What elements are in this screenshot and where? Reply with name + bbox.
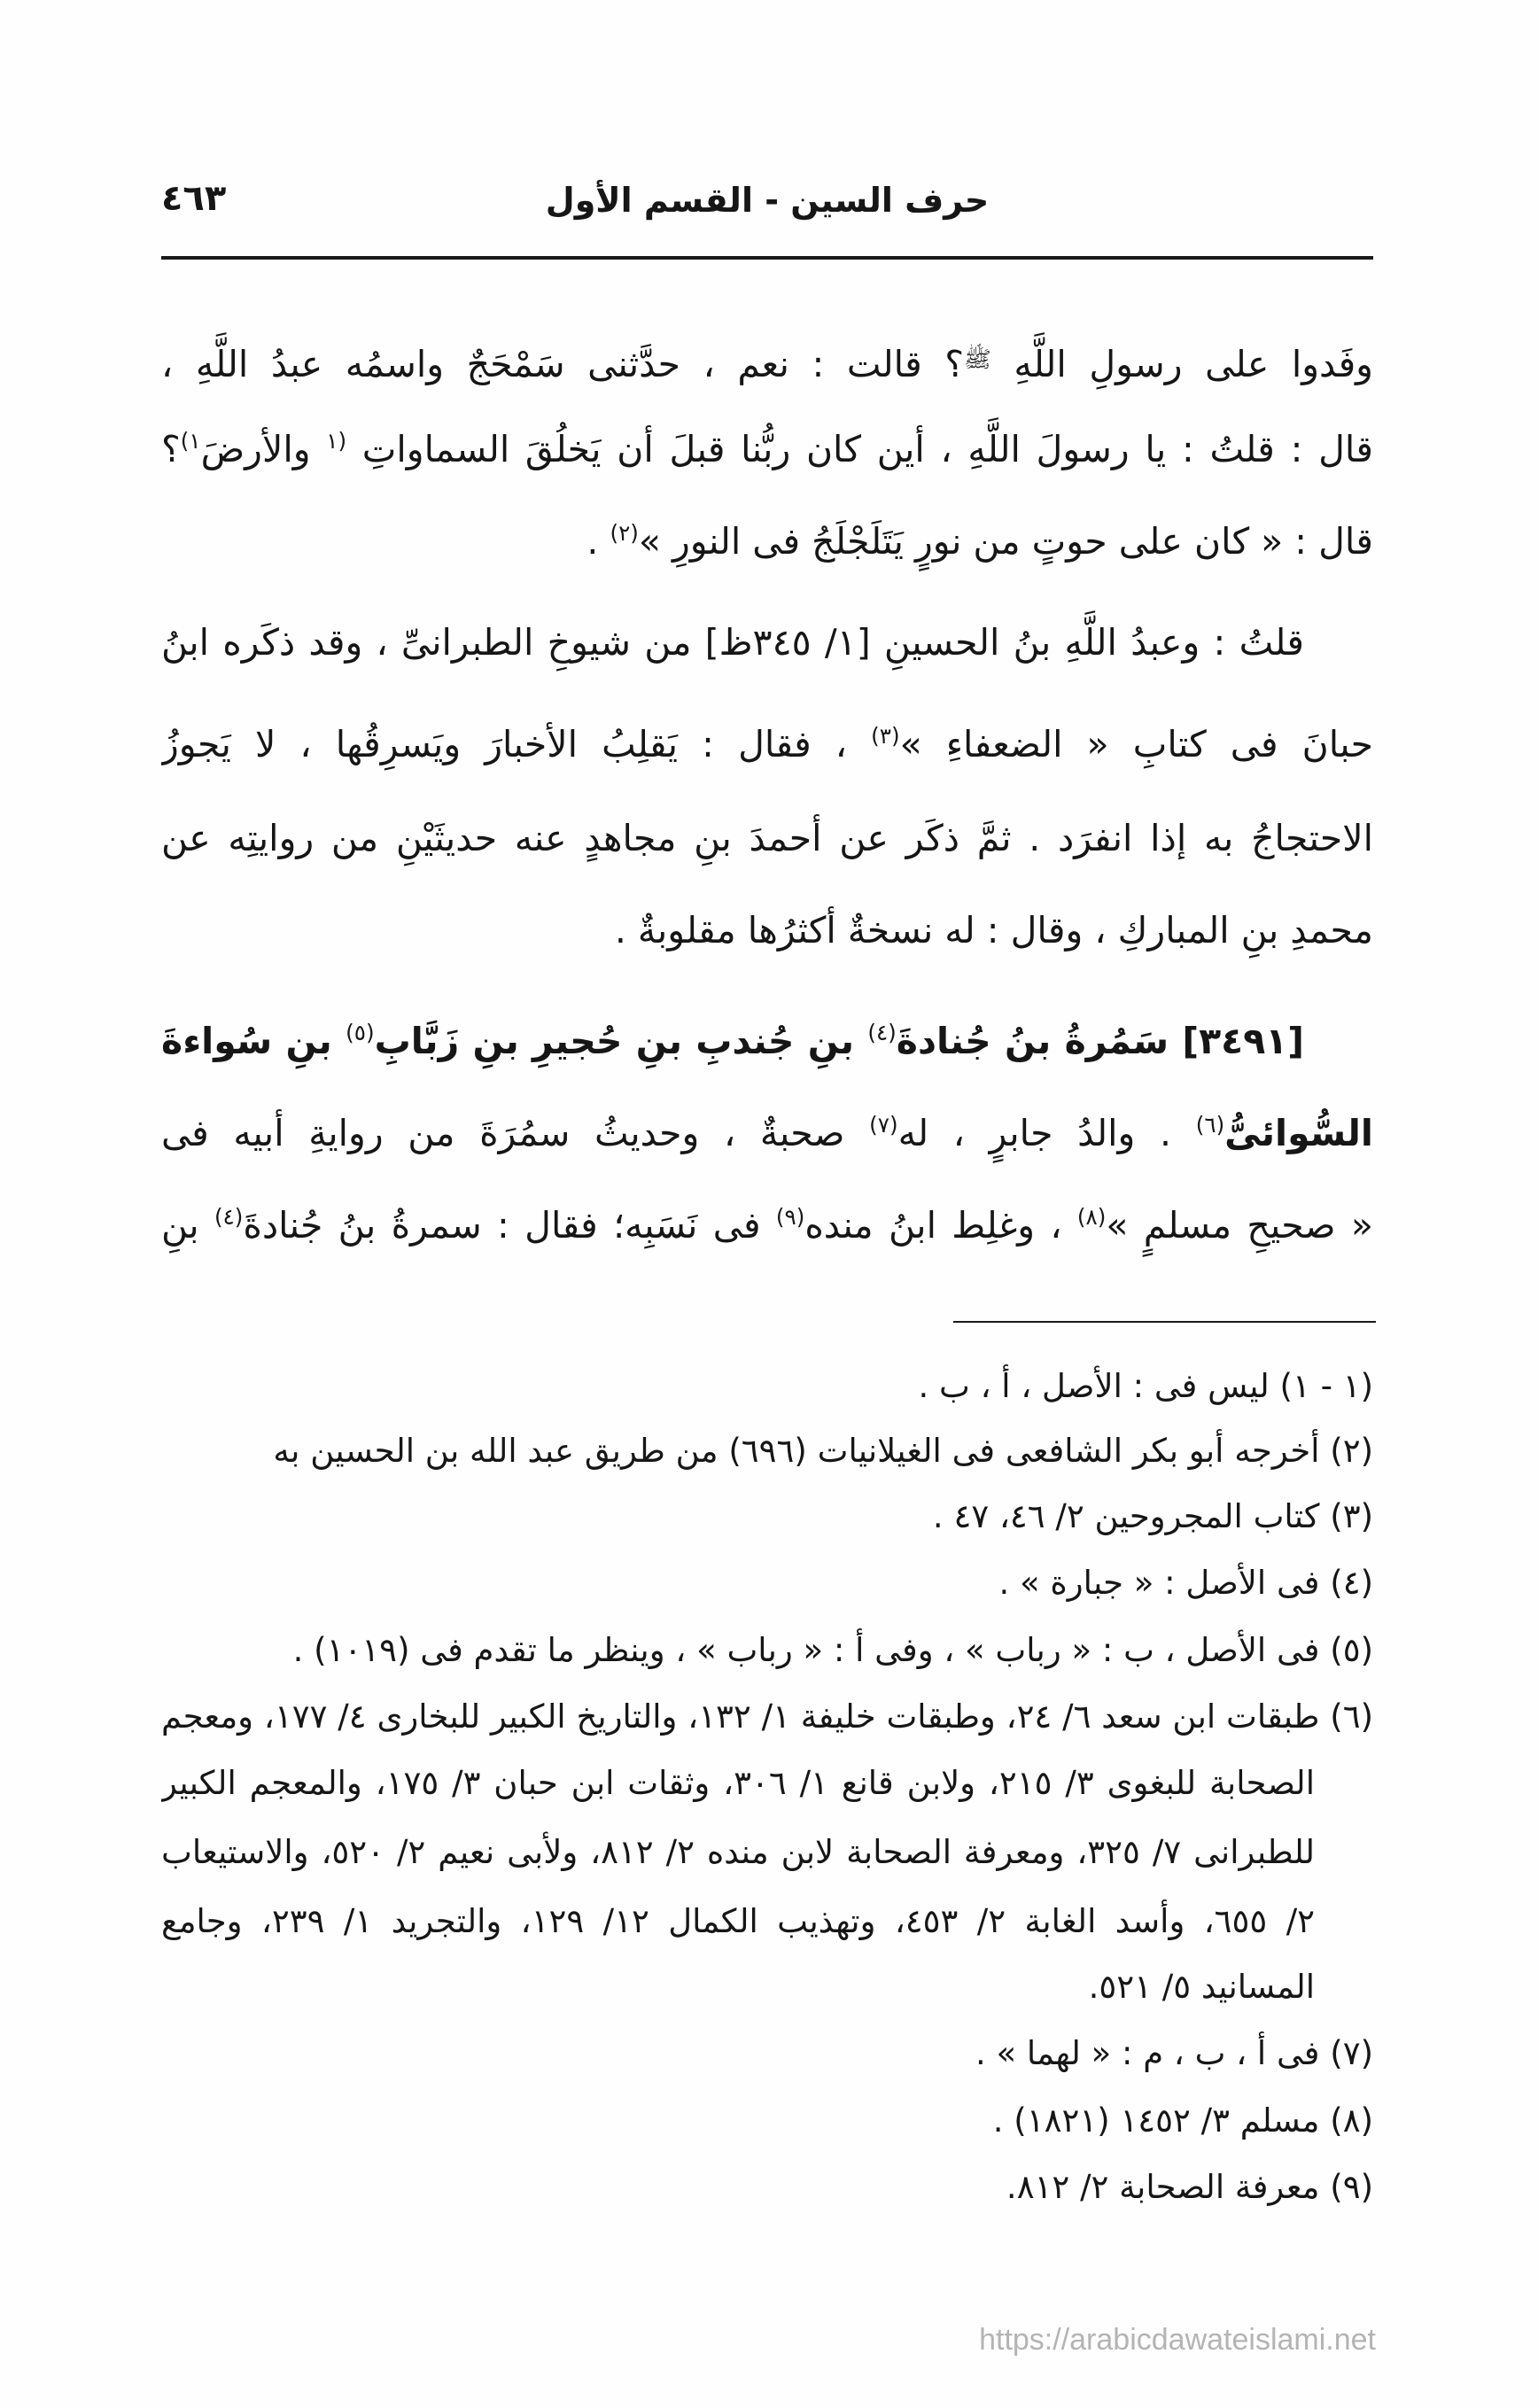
footnote-marker: ١) [180, 428, 201, 454]
footnote-line: المسانيد ٥/ ٥٢١. [1088, 1968, 1315, 2006]
body-line [161, 598, 1304, 687]
entry-heading-text: [٣٤٩١] سَمُرةُ بنُ جُنادةَ [896, 1020, 1304, 1062]
footnote-line: للطبرانى ٧/ ٣٢٥، ومعرفة الصحابة لابن منده ٢/ ٨١٢، ولأبى نعيم ٢/ ٥٢٠، والاستيعاب [161, 1833, 1315, 1871]
body-text: وفَدوا على رسولِ اللَّهِ [1014, 343, 1373, 385]
body-text: صحبةٌ ، وحديثُ سمُرَةَ من روايةِ أبيه فى [161, 1112, 845, 1154]
footnote-line: (٨) مسلم ٣/ ١٤٥٢ (١٨٢١) . [992, 2101, 1373, 2140]
footnote-line: (٧) فى أ ، ب ، م : « لهما » . [975, 2034, 1373, 2072]
body-line [161, 320, 1373, 408]
entry-heading-text: بنِ جُندبِ بنِ حُجيرِ بنِ زَبَّابِ [374, 1020, 855, 1062]
page-number: ٤٦٣ [161, 178, 227, 219]
footnote-marker: (٩) [775, 1204, 805, 1231]
page-header-title: حرف السين - القسم الأول [545, 181, 990, 220]
body-text: فى نَسَبِه؛ فقال : سمرةُ بنُ جُنادةَ [243, 1204, 761, 1247]
footnote-line: (٤) فى الأصل : « جبارة » . [998, 1564, 1373, 1602]
body-line [161, 886, 1373, 975]
footnote-line: الصحابة للبغوى ٣/ ٢١٥، ولابن قانع ١/ ٣٠٦، وثقات ابن حبان ٣/ ١٧٥، والمعجم الكبير [161, 1764, 1315, 1802]
body-text: محمدِ بنِ المباركِ ، وقال : له نسخةٌ أكثرُها مقلوبةٌ . [614, 909, 1373, 952]
entry-heading-text: بنِ سُواءةَ [161, 1020, 332, 1062]
footnote-line: ٢/ ٦٥٥، وأسد الغابة ٢/ ٤٥٣، وتهذيب الكمال ١٢/ ١٢٩، والتجريد ١/ ٢٣٩، وجامع [161, 1902, 1315, 1940]
footnote-marker: (٦) [1195, 1112, 1225, 1138]
body-text: « صحيحِ مسلمٍ » [1106, 1204, 1373, 1247]
body-text: قلتُ : وعبدُ اللَّهِ بنُ الحسينِ [١/ ٣٤٥ظ] من شيوخِ الطبرانىِّ ، وقد ذكَره ابنُ [161, 621, 1304, 664]
body-text: الاحتجاجُ به إذا انفرَد . ثمَّ ذكَر عن أحمدَ بنِ مجاهدٍ عنه حديثَيْنِ من روايتِه عن [161, 817, 1373, 859]
footnote-line: (٦) طبقات ابن سعد ٦/ ٢٤، وطبقات خليفة ١/ ١٣٢، والتاريخ الكبير للبخارى ٤/ ١٧٧، ومعجم [161, 1697, 1373, 1736]
body-text: . والدُ جابرٍ ، له [897, 1112, 1172, 1154]
body-line [161, 1181, 1373, 1270]
body-text: ، وغلِط ابنُ منده [804, 1204, 1062, 1247]
footnote-rule [953, 1321, 1376, 1323]
body-text: والأرضَ [200, 428, 311, 470]
footnote-marker: (٢) [610, 520, 639, 547]
body-text: حبانَ فى كتابِ « الضعفاءِ » [899, 723, 1373, 765]
body-text: بنِ [161, 1204, 199, 1247]
body-text: . [586, 520, 599, 563]
footnote-marker: (٣) [871, 723, 900, 750]
footnote-line: (٥) فى الأصل ، ب : « رباب » ، وفى أ : « رباب » ، وينظر ما تقدم فى (١٠١٩) . [292, 1631, 1373, 1669]
body-line [161, 794, 1373, 882]
body-line [161, 1089, 1373, 1177]
honorific-glyph: ﷺ [964, 345, 991, 372]
body-text: ؟ قالت : نعم ، حدَّثنى سَمْحَجٌ واسمُه عبدُ اللَّهِ ، [161, 343, 965, 385]
body-line [161, 700, 1373, 788]
body-text: ؟ [161, 428, 181, 470]
body-line [161, 497, 1373, 586]
body-text: قال : « كان على حوتٍ من نورٍ يَتَلَجْلَجُ فى النورِ » [638, 520, 1373, 563]
header-rule [161, 256, 1373, 260]
body-line [161, 405, 1373, 493]
footnote-marker: (٧) [869, 1112, 898, 1138]
footnote-line: (٩) معرفة الصحابة ٢/ ٨١٢. [1006, 2168, 1373, 2206]
footnote-line: (٣) كتاب المجروحين ٢/ ٤٦، ٤٧ . [932, 1497, 1373, 1535]
body-text: قال : قلتُ : يا رسولَ اللَّهِ ، أين كان ربُّنا قبلَ أن يَخلُقَ السماواتِ [361, 428, 1373, 470]
footnote-marker: (١ [326, 428, 347, 454]
footnote-line: (١ - ١) ليس فى : الأصل ، أ ، ب . [918, 1367, 1373, 1405]
watermark-url: https://arabicdawateislami.net [979, 2323, 1376, 2357]
footnote-marker: (٤) [214, 1204, 244, 1231]
footnote-marker: (٨) [1076, 1204, 1107, 1231]
entry-heading-text: السُّوائىُّ [1224, 1112, 1373, 1154]
footnote-marker: (٥) [346, 1020, 375, 1046]
footnote-marker: (٤) [867, 1020, 897, 1046]
footnote-line: (٢) أخرجه أبو بكر الشافعى فى الغيلانيات (٦٩٦) من طريق عبد الله بن الحسين به [273, 1432, 1373, 1470]
body-text: ، فقال : يَقلِبُ الأخبارَ ويَسرِقُها ، لا يَجوزُ [161, 723, 848, 765]
entry-heading-line [161, 997, 1304, 1085]
